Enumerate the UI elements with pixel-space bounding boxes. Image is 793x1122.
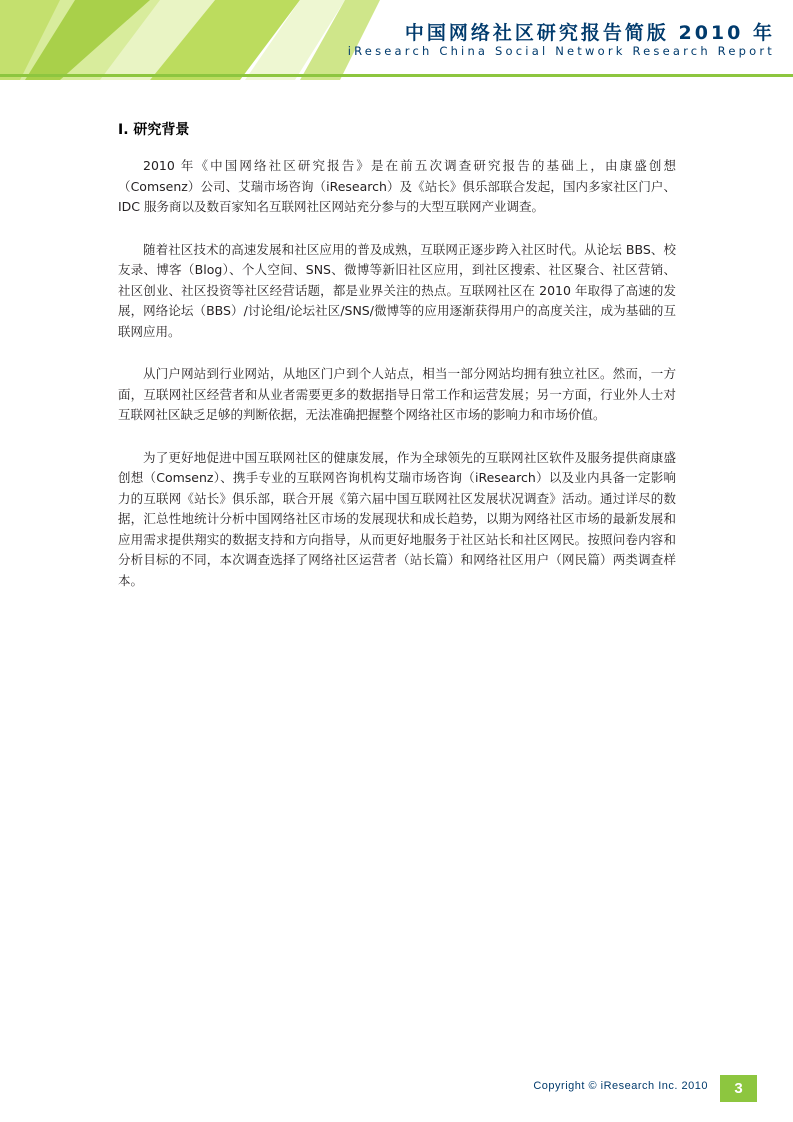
- section-heading: I. 研究背景: [118, 122, 190, 138]
- report-subtitle: iResearch China Social Network Research Report: [347, 44, 775, 58]
- copyright-text: Copyright © iResearch Inc. 2010: [533, 1080, 708, 1092]
- paragraph: 从门户网站到行业网站，从地区门户到个人站点，相当一部分网站均拥有独立社区。然而，一方面，互联网社区经营者和从业者需要更多的数据指导日常工作和运营发展；另一方面，行业外人士对互联网社区缺乏足够的判断依据，无法准确把握整个网络社区市场的影响力和市场价值。: [118, 366, 676, 422]
- paragraph: 随着社区技术的高速发展和社区应用的普及成熟，互联网正逐步跨入社区时代。从论坛 BBS、校友录、博客（Blog）、个人空间、SNS、微博等新旧社区应用，到社区搜索、社区聚合、社区营销、社区创业、社区投资等社区经营话题，都是业界关注的热点。互联网社区在 2010 年取得了高速的发展，网络论坛（BBS）/讨论组/论坛社区/SNS/微博等的应用逐渐获得用户的高度关注，成为基础的互联网应用。: [118, 241, 676, 339]
- body-text: [118, 156, 676, 613]
- paragraph: 为了更好地促进中国互联网社区的健康发展，作为全球领先的互联网社区软件及服务提供商康盛创想（Comsenz）、携手专业的互联网咨询机构艾瑞市场咨询（iResearch）以及业内具备一定影响力的互联网《站长》俱乐部，联合开展《第六届中国互联网社区发展状况调查》活动。通过详尽的数据，汇总性地统计分析中国网络社区市场的发展现状和成长趋势，以期为网络社区市场的最新发展和应用需求提供翔实的数据支持和方向指导，从而更好地服务于社区站长和社区网民。按照问卷内容和分析目标的不同，本次调查选择了网络社区运营者（站长篇）和网络社区用户（网民篇）两类调查样本。: [118, 449, 676, 588]
- report-title: 中国网络社区研究报告简版 2010 年: [404, 22, 775, 44]
- paragraph: 2010 年《中国网络社区研究报告》是在前五次调查研究报告的基础上，由康盛创想（Comsenz）公司、艾瑞市场咨询（iResearch）及《站长》俱乐部联合发起，国内多家社区门户、IDC 服务商以及数百家知名互联网社区网站充分参与的大型互联网产业调查。: [118, 158, 676, 214]
- page-number: 3: [720, 1075, 757, 1102]
